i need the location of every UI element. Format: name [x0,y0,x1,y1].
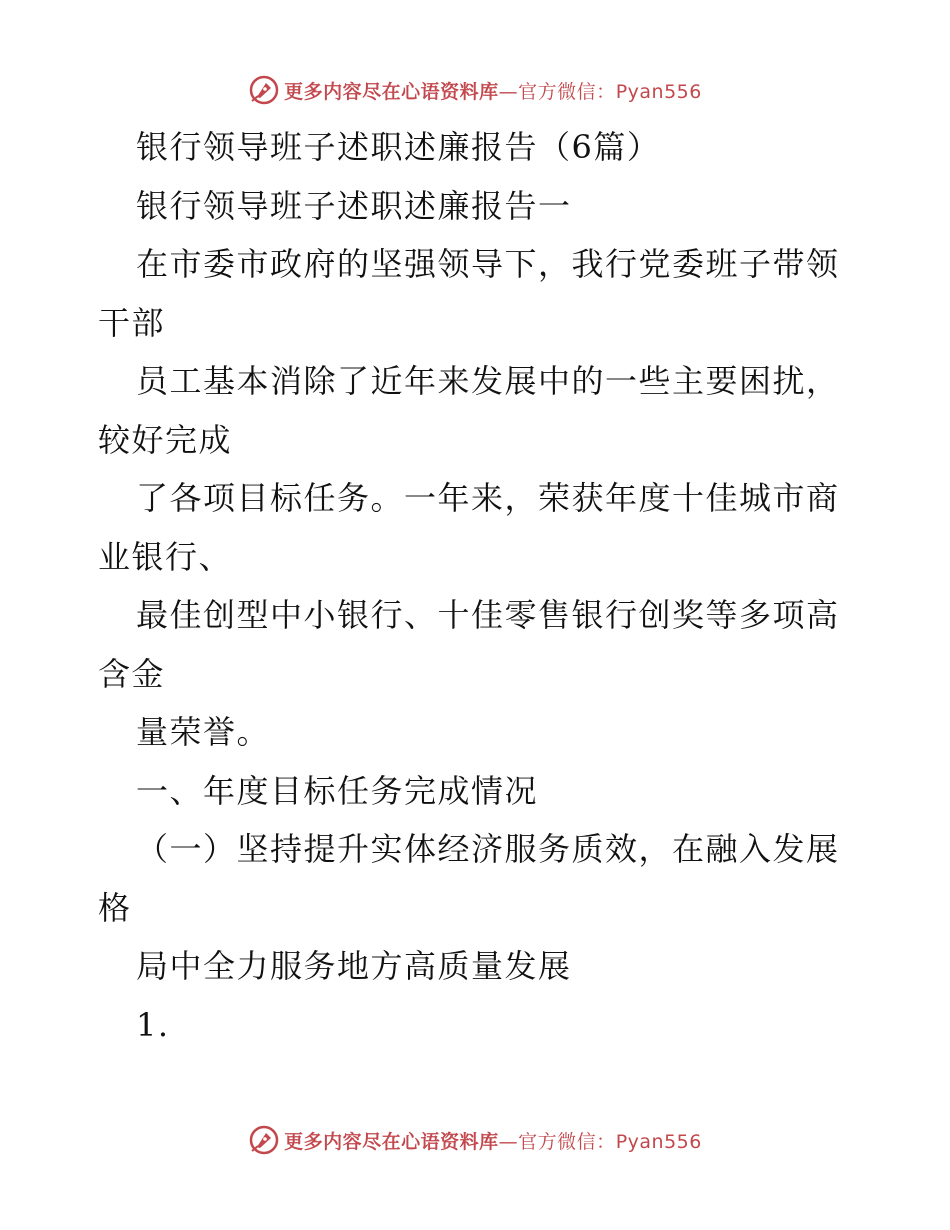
paragraph-line: 较好完成 [98,420,233,459]
paragraph-line: 了各项目标任务。一年来，荣获年度十佳城市商 [136,479,840,517]
banner-text [284,1127,702,1154]
banner-wechat-label: 官方微信： [518,80,616,103]
banner-wechat-id: Pyan556 [615,80,702,103]
banner-dash: — [498,80,519,103]
pen-nib-logo-icon [248,74,280,106]
section-heading: 一、年度目标任务完成情况 [136,771,539,810]
banner-wechat-id: Pyan556 [615,1130,702,1153]
banner-site-text: 更多内容尽在心语资料库 [284,1130,499,1153]
paragraph-line: 干部 [98,303,166,342]
section-heading: 银行领导班子述职述廉报告一 [136,186,572,225]
paragraph-line: 业银行、 [98,537,233,576]
paragraph-line: 员工基本消除了近年来发展中的一些主要困扰， [136,362,840,400]
document-body [98,118,858,1054]
banner-text [284,77,702,104]
banner-dash: — [498,1130,519,1153]
paragraph-line: 含金 [98,654,166,693]
paragraph-line: 最佳创型中小银行、十佳零售银行创奖等多项高 [136,596,840,634]
paragraph-line: 量荣誉。 [136,713,271,751]
document-title: 银行领导班子述职述廉报告（6篇） [136,128,661,166]
subsection-heading-continued: 局中全力服务地方高质量发展 [136,947,572,985]
subsection-heading-continued: 格 [98,888,132,927]
footer-watermark-banner [0,1120,950,1160]
pen-nib-logo-icon [248,1124,280,1156]
banner-wechat-label: 官方微信： [518,1130,616,1153]
banner-site-text: 更多内容尽在心语资料库 [284,80,499,103]
paragraph-line: 在市委市政府的坚强领导下，我行党委班子带领 [136,245,840,283]
subsection-heading: （一）坚持提升实体经济服务质效，在融入发展 [136,830,840,868]
list-number: 1. [136,1005,170,1044]
header-watermark-banner [0,70,950,110]
